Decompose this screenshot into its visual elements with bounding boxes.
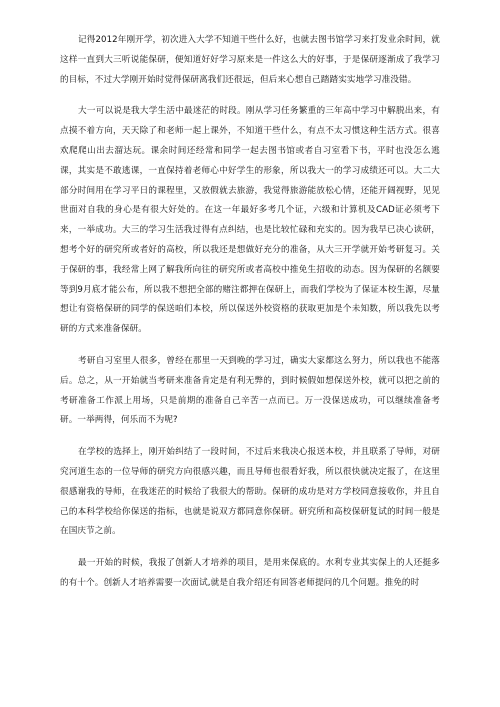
paragraph-2: 大一可以说是我大学生活中最迷茫的时段。刚从学习任务繁重的三年高中学习中解脱出来，有点摸不着方向，天天除了和老师一起上课外，不知道干些什么，有点不太习惯这种生活方式。很喜欢爬爬山出去溜达玩。课余时间还经常和同学一起去图书馆或者自习室看下书，平时也没怎么逃课，其实是不敢逃课，一直保持着老师心中好学生的形象，所以我大一的学习成绩还可以。大二大部分时间用在学习平日的课程里，又放假就去旅游，我觉得旅游能放松心情，还能开阔视野，见见世面对自我的身心是有很大好处的。在这一年最好多考几个证，六级和计算机及CAD证必须考下来，一举成功。大三的学习生活我过得有点纠结，也是比较忙碌和充实的。因为我早已决心读研，想考个好的研究所或者好的高校，所以我还是想做好充分的准备，从大三开学就开始考研复习。关于保研的事，我经常上网了解我所向往的研究所或者高校中推免生招收的动态。因为保研的名额要等到9月底才能公布，所以我不想把全部的赌注都押在保研上，而我们学校为了保证本校生源，尽量想让有资格保研的同学的保送咱们本校，所以保送外校资格的获取更加是个未知数，所以我先以考研的方式来准备保研。	[60, 106, 440, 335]
paragraph-5: 最一开始的时候，我报了创新人才培养的项目，是用来保底的。水利专业其实保上的人还挺多的有十个。创新人才培养需要一次面试,就是自我介绍还有回答老师提问的几个问题。推免的时	[60, 558, 440, 588]
paragraph-4: 在学校的选择上，刚开始纠结了一段时间，不过后来我决心报送本校，并且联系了导师，对研究河道生态的一位导师的研究方向很感兴趣，而且导师也很看好我，所以很快就决定报了，在这里很感谢我的导师，在我迷茫的时候给了我很大的帮助。保研的成功是对方学校同意接收你，并且自己的本科学校给你保送的指标，也就是说双方都同意你保研。研究所和高校保研复试的时间一般是在国庆节之前。	[60, 447, 440, 537]
paragraph-3: 考研自习室里人很多，曾经在那里一天到晚的学习过，确实大家都这么努力，所以我也不能落后。总之，从一开始就当考研来准备肯定是有利无弊的，到时候假如想保送外校，就可以把之前的考研准备工作派上用场，只是前期的准备自己辛苦一点而已。万一没保送成功，可以继续准备考研。一举两得，何乐而不为呢?	[60, 355, 440, 426]
paragraph-1: 记得2012年刚开学，初次进入大学不知道干些什么好，也就去图书馆学习来打发业余时间，就这样一直到大三听说能保研，便知道好好学习原来是一件这么大的好事，于是保研逐渐成了我学习的目标，不过大学刚开始时觉得保研离我们还很远，但后来心想自己踏踏实实地学习准没错。	[60, 35, 440, 85]
